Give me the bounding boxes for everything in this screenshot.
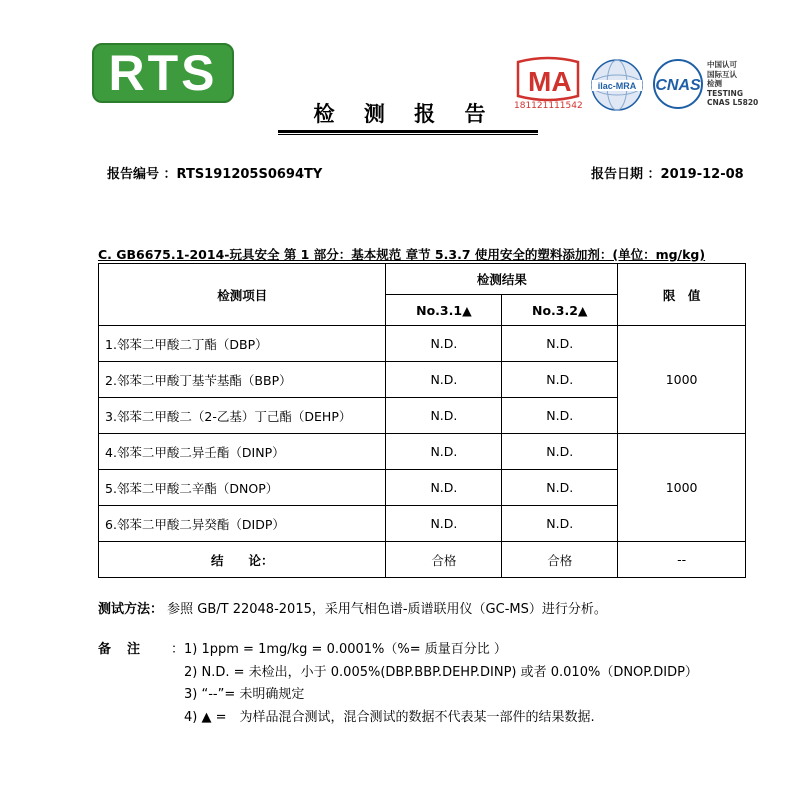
note-line: 2) N.D. = 未检出，小于 0.005%(DBP.BBP.DEHP.DINP) 或者 0.010%（DNOP.DIDP）: [171, 664, 698, 680]
title-underline-thin: [278, 134, 538, 135]
note-line: ：1) 1ppm = 1mg/kg = 0.0001%（%= 质量百分比 ）: [171, 642, 507, 657]
result-cell: N.D.: [502, 470, 618, 506]
result-cell: N.D.: [386, 398, 502, 434]
test-method: [98, 598, 607, 617]
notes-section: [98, 639, 698, 729]
header-test-item: 检测项目: [99, 264, 386, 326]
table-row: [99, 434, 746, 470]
ilac-mra-logo-icon: [590, 58, 644, 114]
test-item: 6.邻苯二甲酸二异癸酯（DIDP）: [99, 506, 386, 542]
note-line: 4) ▲ = 为样品混合测试，混合测试的数据不代表某一部件的结果数据.: [171, 709, 595, 725]
result-cell: N.D.: [502, 506, 618, 542]
test-item: 5.邻苯二甲酸二辛酯（DNOP）: [99, 470, 386, 506]
cnas-accreditation-text: 中国认可 国际互认 检测 TESTING CNAS L5820: [707, 60, 759, 107]
result-cell: N.D.: [502, 434, 618, 470]
rts-logo: [92, 43, 234, 103]
conclusion-cell: 合格: [386, 542, 502, 578]
result-cell: N.D.: [502, 326, 618, 362]
table-header-row: [99, 264, 746, 295]
conclusion-limit: --: [618, 542, 746, 578]
title-underline-thick: [278, 130, 538, 133]
header-limit: 限 值: [618, 264, 746, 326]
cma-number: 181121111542: [514, 101, 583, 111]
conclusion-label: 结 论：: [99, 542, 386, 578]
result-cell: N.D.: [386, 470, 502, 506]
result-cell: N.D.: [386, 326, 502, 362]
table-row: [99, 326, 746, 362]
header-sample-1: No.3.1▲: [386, 295, 502, 326]
cma-logo-text: MA: [528, 66, 572, 97]
report-title: 检 测 报 告: [313, 102, 497, 126]
header-sample-2: No.3.2▲: [502, 295, 618, 326]
cnas-logo-icon: [650, 58, 706, 110]
result-cell: N.D.: [502, 398, 618, 434]
conclusion-cell: 合格: [502, 542, 618, 578]
result-cell: N.D.: [502, 362, 618, 398]
result-cell: N.D.: [386, 434, 502, 470]
result-cell: N.D.: [386, 506, 502, 542]
results-table: [98, 263, 746, 578]
cnas-logo-text: CNAS: [655, 77, 701, 94]
limit-cell: 1000: [618, 434, 746, 542]
test-method-text: 参照 GB/T 22048-2015，采用气相色谱-质谱联用仪（GC-MS）进行分析。: [163, 602, 607, 617]
limit-cell: 1000: [618, 326, 746, 434]
rts-logo-text: RTS: [108, 45, 218, 101]
header-test-result: 检测结果: [386, 264, 618, 295]
result-cell: N.D.: [386, 362, 502, 398]
test-item: 1.邻苯二甲酸二丁酯（DBP）: [99, 326, 386, 362]
section-heading: C. GB6675.1-2014-玩具安全 第 1 部分：基本规范 章节 5.3.7 使用安全的塑料添加剂：(单位：mg/kg): [98, 247, 706, 262]
notes-label: 备注: [98, 642, 157, 657]
test-item: 3.邻苯二甲酸二（2-乙基）丁己酯（DEHP）: [99, 398, 386, 434]
note-line: 3) “--”= 未明确规定: [171, 687, 305, 702]
test-item: 4.邻苯二甲酸二异壬酯（DINP）: [99, 434, 386, 470]
report-number: 报告编号 ：RTS191205S0694TY: [107, 167, 323, 182]
test-item: 2.邻苯二甲酸丁基苄基酯（BBP）: [99, 362, 386, 398]
conclusion-row: [99, 542, 746, 578]
ilac-mra-text: ilac-MRA: [597, 81, 637, 91]
report-date: 报告日期 ：2019-12-08: [591, 167, 744, 182]
test-method-label: 测试方法：: [98, 602, 164, 617]
